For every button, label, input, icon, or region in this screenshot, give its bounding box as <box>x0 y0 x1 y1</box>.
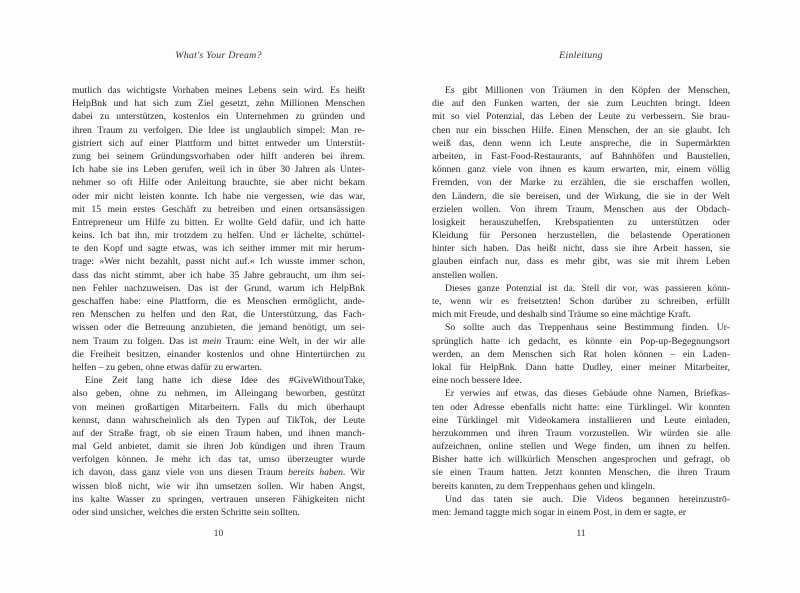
text-line: helfen – zu geben, ohne etwas dafür zu erwarten. <box>72 361 262 373</box>
text-line: ich davon, dass ganz viele von uns diesen Traum bereits haben. Wir <box>72 467 365 479</box>
page-number-right: 11 <box>576 528 586 539</box>
text-line: Bisher hatte ich willkürlich Menschen angesprochen und gefragt, ob <box>432 454 730 466</box>
text-line: Entrepreneur um Hilfe zu bitten. Er wollte Geld dafür, und ich hatte <box>72 216 365 228</box>
text-line: ren Menschen zu helfen und den Rat, die Unterstützung, das Fach- <box>72 309 365 321</box>
text-line: ins kalte Wasser zu springen, vertrauen unseren Fähigkeiten nicht <box>72 493 365 505</box>
text-line: So sollte auch das Treppenhaus seine Bestimmung finden. Ur- <box>445 322 730 334</box>
running-head-left: What's Your Dream? <box>175 50 262 61</box>
paragraph <box>432 493 730 519</box>
paragraph <box>432 321 730 387</box>
text-line: von meinen großartigen Mitarbeitern. Falls du mich überhaupt <box>72 401 365 413</box>
text-line: glauben einfach nur, dass es mehr gibt, was sie mit ihrem Leben <box>432 256 730 268</box>
text-line: aufzeichnen, online stellen und Wege finden, um ihnen zu helfen. <box>432 441 730 453</box>
text-line: chen nur ein bisschen Hilfe. Einen Menschen, der an sie glaubt. Ich <box>432 124 730 136</box>
text-line: anstellen wollen. <box>432 269 498 281</box>
text-line: Es gibt Millionen von Träumen in den Köpfen der Menschen, <box>445 85 730 96</box>
page-text-right <box>432 84 730 519</box>
text-line: die auf den Funken warten, der sie zum Leuchten bringt. Ideen <box>432 98 730 110</box>
text-line: sie einen Traum hatten. Jetzt konnten Menschen, die ihren Traum <box>432 467 730 479</box>
text-line: verfolgen können. Je mehr ich das tat, umso überzeugter wurde <box>72 454 365 466</box>
text-line: wissen oder die Betreuung anzubieten, die jemand benötigt, um sei- <box>72 322 365 334</box>
text-line: ten oder Adresse ebenfalls nicht hatte: eine Türklingel. Wir konnten <box>432 401 730 413</box>
text-line: nem Traum zu folgen. Das ist mein Traum: eine Welt, in der wir alle <box>72 335 365 347</box>
paragraph <box>432 282 730 322</box>
text-line: Kleidung für Personen herzustellen, die belastende Operationen <box>432 230 730 242</box>
text-line: Dieses ganze Potenzial ist da. Stell dir vor, was passieren könn- <box>445 282 730 294</box>
text-line: weiß das, denn wenn ich Leute anspreche, die in Supermärkten <box>432 137 730 149</box>
paragraph <box>72 374 365 519</box>
text-line: losigkeit herauszuhelfen, Krebspatienten zu unterstützen oder <box>432 216 730 228</box>
text-line: mal Geld anbietet, damit sie ihren Job kündigen und ihren Traum <box>72 441 365 453</box>
text-line: Fremden, von der Marke zu erzählen, die sie erschaffen wollen, <box>432 177 730 189</box>
text-line: mutlich das wichtigste Vorhaben meines Lebens sein wird. Es heißt <box>72 85 365 96</box>
text-line: zung bei seinem Gründungsvorhaben oder hilft anderen bei ihrem. <box>72 150 365 162</box>
text-line: HelpBnk und hat sich zum Ziel gesetzt, zehn Millionen Menschen <box>72 98 365 110</box>
text-line: erzielen wollen. Von ihrem Traum, Menschen aus der Obdach- <box>432 203 730 215</box>
text-line: oder sind unsicher, welches die ersten Schritte sein sollten. <box>72 507 300 518</box>
text-line: bereits kannten, zu dem Treppenhaus gehen und klingeln. <box>432 480 656 492</box>
text-line: Und das taten sie auch. Die Videos begannen hereinzustrō- <box>445 493 730 505</box>
text-line: die Freiheit besitzen, einander kostenlos und ohne Hintertürchen zu <box>72 348 365 360</box>
text-line: also geben, ohne zu nehmen, im Alleingang beworben, gestützt <box>72 388 365 400</box>
text-line: dass das nicht stimmt, aber ich habe 35 Jahre gebraucht, um ihm sei- <box>72 269 365 281</box>
text-line: werden, an dem Menschen sich Rat holen können – ein Laden- <box>432 348 730 360</box>
text-line: auf der Straße fragt, ob sie einen Traum haben, und ihnen manch- <box>72 427 365 439</box>
text-line: sprünglich hatte ich gedacht, es könnte ein Pop-up-Begegnungsort <box>432 335 730 347</box>
text-line: den Ländern, die sie bereisen, und der Wirkung, die sie in der Welt <box>432 190 730 202</box>
paragraph <box>432 84 730 282</box>
paragraph <box>72 84 365 374</box>
text-line: hinter sich haben. Das heißt nicht, dass sie ihre Arbeit hassen, sie <box>432 243 730 255</box>
text-line: ihren Traum zu verfolgen. Die Idee ist unglaublich simpel: Man re- <box>72 124 365 136</box>
text-line: gistriert sich auf einer Plattform und bittet entweder um Unterstüt- <box>72 137 365 149</box>
text-line: geschaffen habe: eine Plattform, die es Menschen ermöglicht, ande- <box>72 296 365 307</box>
text-line: Er verwies auf etwas, das dieses Gebäude ohne Namen, Briefkas- <box>445 388 730 400</box>
page-number-left: 10 <box>213 528 224 539</box>
text-line: herzukommen und ihren Traum vorzustellen. Wir würden sie alle <box>432 427 730 439</box>
text-line: dabei zu unterstützen, kostenlos ein Unternehmen zu gründen und <box>72 111 365 123</box>
text-line: mich mit Freude, und deshalb sind Träume so eine mächtige Kraft. <box>432 309 691 321</box>
text-line: eine noch bessere Idee. <box>432 375 522 387</box>
text-line: nen Fehler nachzuweisen. Das ist der Grund, warum ich HelpBnk <box>72 282 365 294</box>
running-head-right: Einleitung <box>559 50 603 61</box>
text-line: arbeiten, in Fast-Food-Restaurants, auf Bahnhöfen und Baustellen, <box>432 150 730 162</box>
text-line: kennst, dann wahrscheinlich als den Typen auf TikTok, der Leute <box>72 414 365 426</box>
page-text-left <box>72 84 365 519</box>
text-line: Eine Zeit lang hatte ich diese Idee des #GiveWithoutTake, <box>85 375 365 387</box>
text-line: oder mir nicht leisten konnte. Ich habe nie vergessen, wie das war, <box>72 190 365 202</box>
text-line: mit so viel Potenzial, das Leben der Leute zu verbessern. Sie brau- <box>432 111 730 123</box>
text-line: Ich habe sie ins Leben gerufen, weil ich in über 30 Jahren als Unter- <box>72 164 365 176</box>
text-line: keins. Ich bat ihn, mir trotzdem zu helfen. Und er lächelte, schüttel- <box>72 230 365 242</box>
text-line: men: Jemand taggte mich sogar in einem Post, in dem er sagte, er <box>432 507 686 518</box>
text-line: wissen bloß nicht, wie wir ihn umsetzen sollen. Wir haben Angst, <box>72 480 365 492</box>
text-line: te, wenn wir es freisetzten! Schon darüber zu schreiben, erfüllt <box>432 296 730 307</box>
text-line: nehmer so oft Hilfe oder Anleitung brauchte, sie aber nicht bekam <box>72 177 365 189</box>
text-line: lokal für HelpBnk. Dann hatte Dudley, einer meiner Mitarbeiter, <box>432 361 730 373</box>
text-line: trage: »Wer nicht bezahlt, passt nicht auf.« Ich wusste immer schon, <box>72 256 365 268</box>
text-line: te den Kopf und sagte etwas, was ich seither immer mit mir herum- <box>72 243 365 255</box>
text-line: mit 15 mein erstes Geschäft zu betreiben und einen ortsansässigen <box>72 203 365 215</box>
text-line: eine Türklingel mit Videokamera installieren und Leute einladen, <box>432 414 730 426</box>
paragraph <box>432 387 730 493</box>
text-line: können ganz viele von ihnen es kaum erwarten, mir, einem völlig <box>432 164 730 176</box>
